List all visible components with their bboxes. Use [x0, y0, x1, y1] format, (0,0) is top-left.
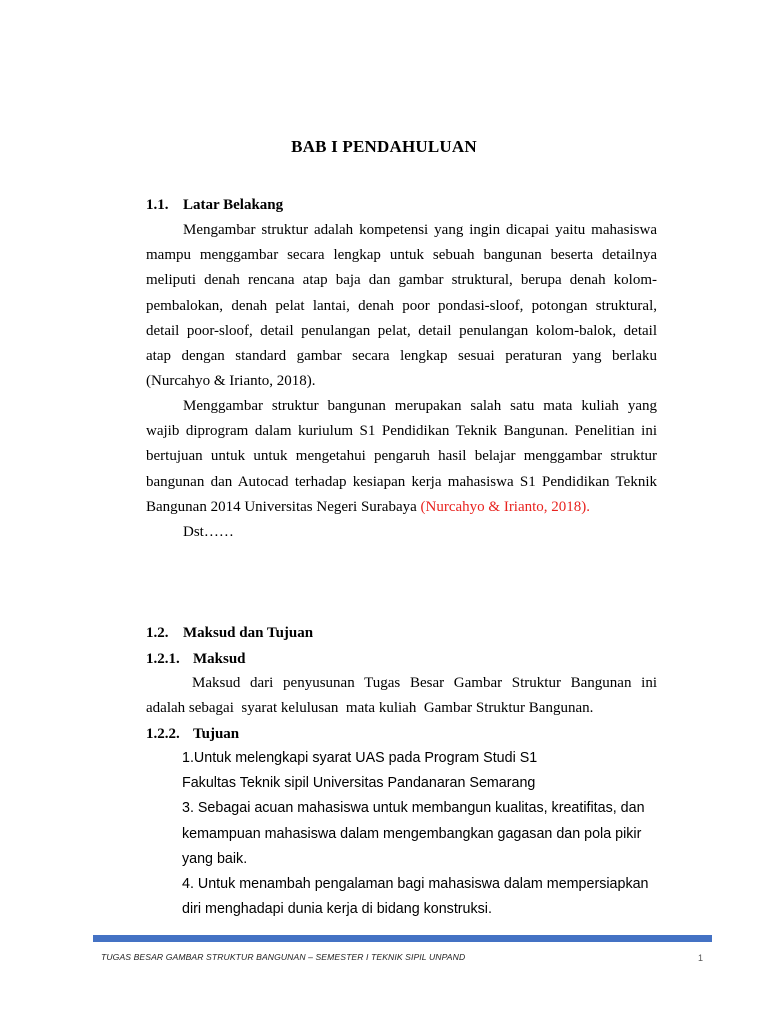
- list-item: kemampuan mahasiswa dalam mengembangkan gagasan dan pola pikir: [182, 825, 642, 842]
- subsection-heading-tujuan: [146, 724, 239, 744]
- paragraph-line: Mengambar struktur adalah kompetensi yang ingin dicapai yaitu mahasiswa: [183, 222, 657, 238]
- subsection-title: Tujuan: [193, 726, 240, 742]
- paragraph-latar-belakang-1: [146, 218, 657, 394]
- paragraph-line: Menggambar struktur bangunan merupakan salah satu mata kuliah yang: [183, 398, 657, 414]
- footer-divider-bar: [93, 935, 712, 942]
- section-title: Maksud dan Tujuan: [183, 625, 314, 641]
- paragraph-line: bertujuan untuk untuk mengetahui pengaruh hasil belajar menggambar struktur: [146, 448, 657, 465]
- paragraph-line: adalah sebagai syarat kelulusan mata kuliah Gambar Struktur Bangunan.: [146, 700, 594, 717]
- page-number: 1: [698, 953, 704, 963]
- list-item: diri menghadapi dunia kerja di bidang konstruksi.: [182, 901, 492, 918]
- subsection-number: 1.2.1.: [146, 651, 180, 667]
- section-heading-maksud-tujuan: [146, 623, 313, 643]
- footer-text: TUGAS BESAR GAMBAR STRUKTUR BANGUNAN – SEMESTER I TEKNIK SIPIL UNPAND: [101, 952, 466, 962]
- list-item: Fakultas Teknik sipil Universitas Pandanaran Semarang: [182, 775, 536, 792]
- paragraph-line-last: [146, 495, 657, 520]
- section-title: Latar Belakang: [183, 197, 284, 213]
- subsection-title: Maksud: [193, 651, 246, 667]
- paragraph-maksud: [146, 671, 657, 721]
- paragraph-line: bangunan dan Autocad terhadap kesiapan kerja mahasiswa S1 Pendidikan Teknik: [146, 473, 657, 490]
- paragraph-line: wajib diprogram dalam kuriulum S1 Pendidikan Teknik Bangunan. Penelitian ini: [146, 423, 657, 440]
- list-item: 1.Untuk melengkapi syarat UAS pada Program Studi S1: [182, 750, 538, 766]
- subsection-number: 1.2.2.: [146, 726, 180, 742]
- paragraph-line: meliputi denah rencana atap baja dan gambar struktural, berupa denah kolom-: [146, 272, 657, 289]
- paragraph-text: Bangunan 2014 Universitas Negeri Surabaya: [146, 498, 421, 515]
- section-heading-latar-belakang: [146, 195, 283, 215]
- subsection-heading-maksud: [146, 649, 246, 669]
- list-item: 3. Sebagai acuan mahasiswa untuk membangun kualitas, kreatifitas, dan: [182, 800, 645, 817]
- tujuan-list: [182, 746, 662, 922]
- section-number: 1.2.: [146, 625, 169, 641]
- paragraph-line: detail poor-sloof, detail penulangan pelat, detail penulangan kolom-balok, detail: [146, 322, 657, 339]
- citation-link: (Nurcahyo & Irianto, 2018).: [420, 498, 591, 515]
- list-item: yang baik.: [182, 850, 248, 867]
- paragraph-line: mampu menggambar secara lengkap untuk sebuah bangunan beserta detailnya: [146, 247, 657, 264]
- list-item: 4. Untuk menambah pengalaman bagi mahasiswa dalam mempersiapkan: [182, 875, 649, 892]
- chapter-title: BAB I PENDAHULUAN: [291, 137, 477, 156]
- paragraph-line: atap dengan standard gambar secara lengkap sesuai peraturan yang berlaku: [146, 347, 657, 364]
- section-number: 1.1.: [146, 197, 169, 213]
- paragraph-latar-belakang-2: [146, 394, 657, 545]
- paragraph-line: pembalokan, denah pelat lantai, denah poor pondasi-sloof, potongan struktural,: [146, 297, 657, 314]
- paragraph-line: (Nurcahyo & Irianto, 2018).: [146, 373, 316, 390]
- dst-text: Dst……: [183, 523, 234, 540]
- paragraph-line: Maksud dari penyusunan Tugas Besar Gambar Struktur Bangunan ini: [192, 675, 657, 691]
